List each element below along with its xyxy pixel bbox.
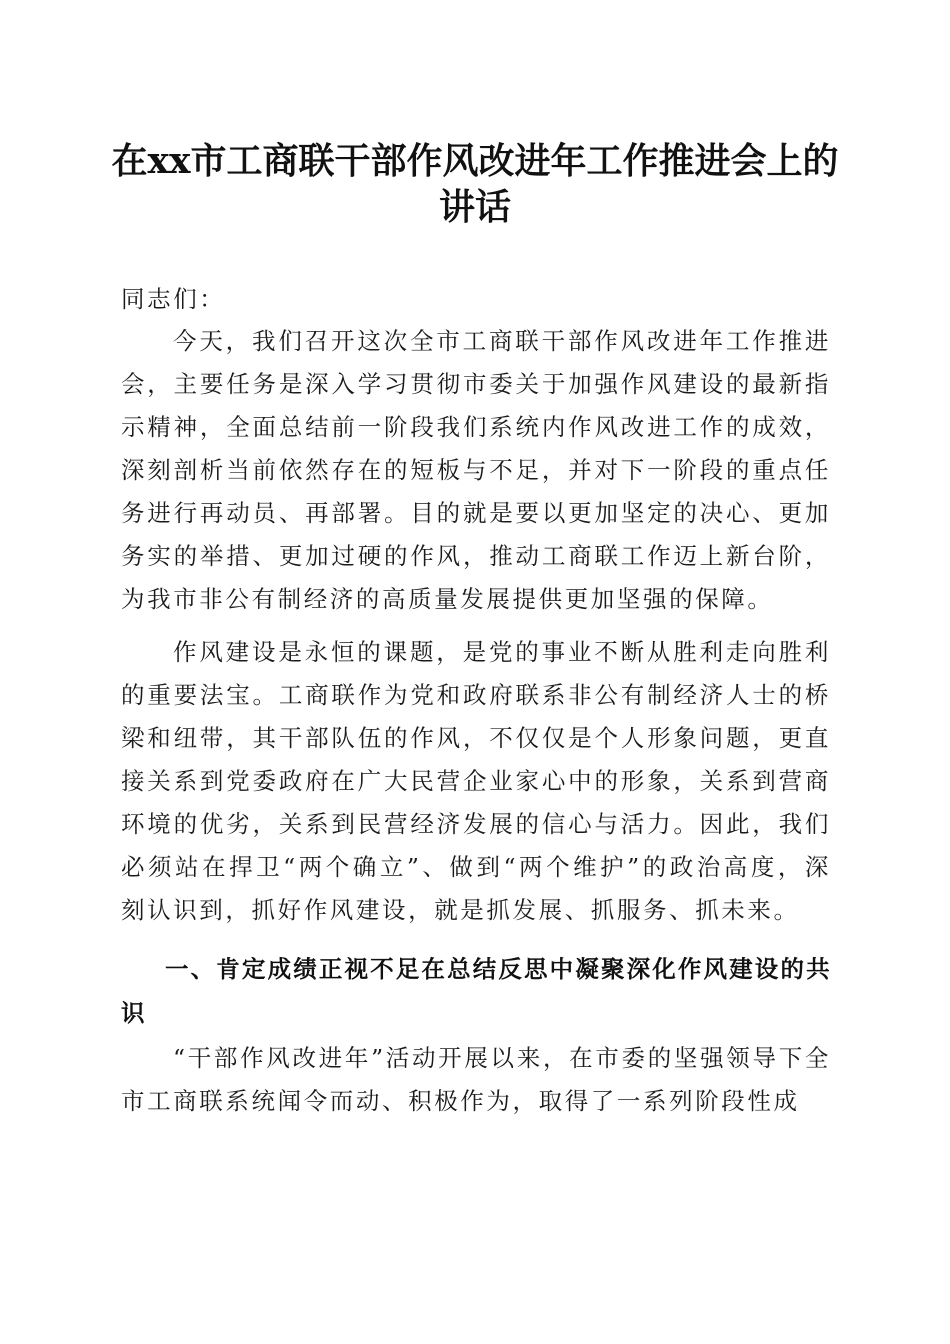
section-heading-1: 一、肯定成绩正视不足在总结反思中凝聚深化作风建设的共识 — [121, 955, 831, 1027]
paragraph-intro: 今天，我们召开这次全市工商联干部作风改进年工作推进会，主要任务是深入学习贯彻市委关于加强作风建设的最新指示精神，全面总结前一阶段我们系统内作风改进工作的成效，深刻剖析当前依然存在的短板与不足，并对下一阶段的重点任务进行再动员、再部署。目的就是要以更加坚定的决心、更加务实的举措、更加过硬的作风，推动工商联工作迈上新台阶，为我市非公有制经济的高质量发展提供更加坚强的保障。 — [121, 327, 831, 613]
paragraph-importance: 作风建设是永恒的课题，是党的事业不断从胜利走向胜利的重要法宝。工商联作为党和政府联系非公有制经济人士的桥梁和纽带，其干部队伍的作风，不仅仅是个人形象问题，更直接关系到党委政府在广大民营企业家心中的形象，关系到营商环境的优劣，关系到民营经济发展的信心与活力。因此，我们必须站在捍卫“两个确立”、做到“两个维护”的政治高度，深刻认识到，抓好作风建设，就是抓发展、抓服务、抓未来。 — [121, 638, 831, 924]
salutation: 同志们： — [121, 285, 226, 313]
paragraph-section-1: “干部作风改进年”活动开展以来，在市委的坚强领导下全市工商联系统闻令而动、积极作为，取得了一系列阶段性成 — [121, 1044, 831, 1115]
document-title: 在xx市工商联干部作风改进年工作推进会上的讲话 — [111, 140, 839, 228]
